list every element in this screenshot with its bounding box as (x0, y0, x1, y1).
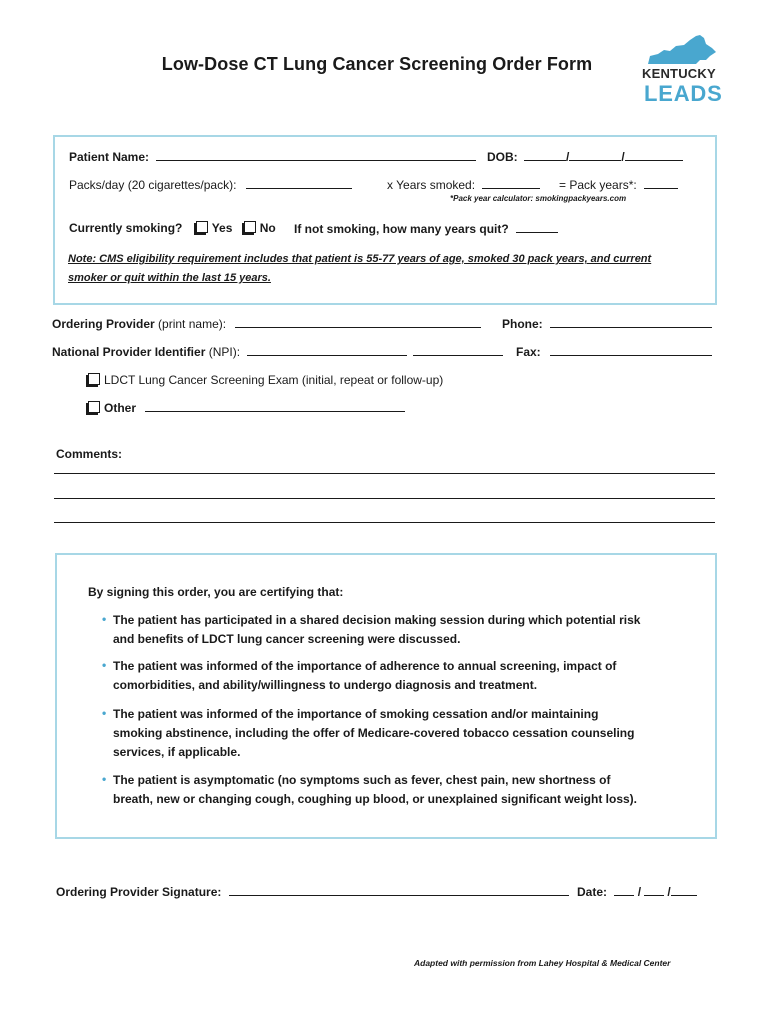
no-label: No (259, 221, 276, 235)
certification-bullet-3 (113, 705, 634, 762)
fax-row (516, 344, 712, 359)
pack-year-calculator-note: *Pack year calculator: smokingpackyears.com (450, 194, 627, 203)
patient-name-row (69, 149, 476, 164)
bullet-4-line-2: breath, new or changing cough, coughing up blood, or unexplained significant weight loss). (113, 792, 638, 806)
bullet-2: • (102, 658, 107, 672)
adapted-credit: Adapted with permission from Lahey Hospital & Medical Center (414, 958, 671, 968)
patient-name-field[interactable] (156, 149, 476, 161)
certification-bullet-2 (113, 657, 616, 695)
dob-month-field[interactable] (524, 149, 566, 161)
npi-hint: (NPI): (208, 345, 241, 359)
npi-field-part1[interactable] (247, 344, 407, 356)
note-line-1: Note: CMS eligibility requirement includes that patient is 55-77 years of age, smoked 30 pack years, and current (68, 253, 652, 265)
years-quit-label: If not smoking, how many years quit? (294, 222, 509, 236)
packs-label: Packs/day (20 cigarettes/pack): (69, 178, 237, 192)
logo-text-leads: LEADS (644, 81, 723, 106)
bullet-2-line-1: The patient was informed of the importance of adherence to annual screening, impact of (113, 659, 617, 673)
fax-label: Fax: (516, 345, 541, 359)
dob-row: DOB: / / (487, 149, 683, 164)
signature-field[interactable] (229, 884, 569, 896)
pack-years-label: = Pack years*: (559, 178, 637, 192)
bullet-1-line-2: and benefits of LDCT lung cancer screening were discussed. (113, 632, 461, 646)
phone-row (502, 316, 712, 331)
no-checkbox[interactable] (244, 221, 256, 233)
dob-label: DOB: (487, 150, 518, 164)
phone-label: Phone: (502, 317, 543, 331)
signature-date-year[interactable] (671, 884, 697, 896)
comments-line-1[interactable] (54, 473, 715, 474)
currently-smoking-row (69, 221, 276, 235)
signature-date-label: Date: (577, 885, 608, 899)
page-title: Low-Dose CT Lung Cancer Screening Order Form (161, 54, 593, 74)
note-line-2: smoker or quit within the last 15 years. (68, 272, 271, 284)
kentucky-leads-logo (640, 34, 723, 106)
bullet-4-line-1: The patient is asymptomatic (no symptoms such as fever, chest pain, new shortness of (113, 773, 611, 787)
phone-field[interactable] (550, 316, 712, 328)
comments-line-2[interactable] (54, 498, 715, 499)
patient-name-label: Patient Name: (69, 150, 150, 164)
ordering-provider-row (52, 316, 481, 331)
dob-day-field[interactable] (569, 149, 621, 161)
pack-years-row (559, 177, 678, 192)
ordering-provider-hint: (print name): (158, 317, 227, 331)
signature-date-row: Date: / / (577, 884, 697, 899)
certification-intro: By signing this order, you are certifying that: (88, 585, 344, 599)
packs-row (69, 177, 352, 192)
other-field[interactable] (145, 400, 405, 412)
comments-line-3[interactable] (54, 522, 715, 523)
certification-bullet-1 (113, 611, 640, 649)
ordering-provider-field[interactable] (235, 316, 481, 328)
packs-field[interactable] (246, 177, 352, 189)
years-quit-field[interactable] (516, 221, 558, 233)
fax-field[interactable] (550, 344, 712, 356)
years-smoked-label: x Years smoked: (387, 178, 476, 192)
dob-year-field[interactable] (625, 149, 683, 161)
bullet-1: • (102, 612, 107, 626)
bullet-3-line-3: services, if applicable. (113, 745, 241, 759)
npi-field-part2[interactable] (413, 344, 503, 356)
ldct-exam-checkbox[interactable] (88, 373, 100, 385)
logo-text-kentucky: KENTUCKY (642, 66, 716, 81)
other-label: Other (104, 401, 137, 415)
years-smoked-row (387, 177, 540, 192)
other-option (86, 400, 405, 415)
certification-bullet-4 (113, 771, 637, 809)
bullet-3-line-2: smoking abstinence, including the offer of Medicare-covered tobacco cessation counseling (113, 726, 635, 740)
kentucky-map-icon (640, 34, 720, 68)
years-quit-row (294, 221, 558, 236)
years-smoked-field[interactable] (482, 177, 540, 189)
yes-label: Yes (211, 221, 233, 235)
bullet-2-line-2: comorbidities, and ability/willingness to undergo diagnosis and treatment. (113, 678, 538, 692)
bullet-3-line-1: The patient was informed of the importance of smoking cessation and/or maintaining (113, 707, 599, 721)
bullet-1-line-1: The patient has participated in a shared decision making session during which potential risk (113, 613, 641, 627)
npi-label: National Provider Identifier (52, 345, 206, 359)
yes-checkbox[interactable] (196, 221, 208, 233)
signature-date-month[interactable] (614, 884, 634, 896)
ordering-provider-label: Ordering Provider (52, 317, 155, 331)
comments-label: Comments: (56, 447, 123, 461)
currently-smoking-label: Currently smoking? (69, 221, 183, 235)
npi-row (52, 344, 503, 359)
signature-row (56, 884, 569, 899)
ldct-exam-option (86, 373, 443, 387)
ldct-exam-label: LDCT Lung Cancer Screening Exam (initial, repeat or follow-up) (104, 373, 444, 387)
signature-label: Ordering Provider Signature: (56, 885, 222, 899)
bullet-3: • (102, 706, 107, 720)
other-checkbox[interactable] (88, 401, 100, 413)
signature-date-day[interactable] (644, 884, 664, 896)
pack-years-field[interactable] (644, 177, 678, 189)
bullet-4: • (102, 772, 107, 786)
cms-eligibility-note (68, 250, 651, 288)
